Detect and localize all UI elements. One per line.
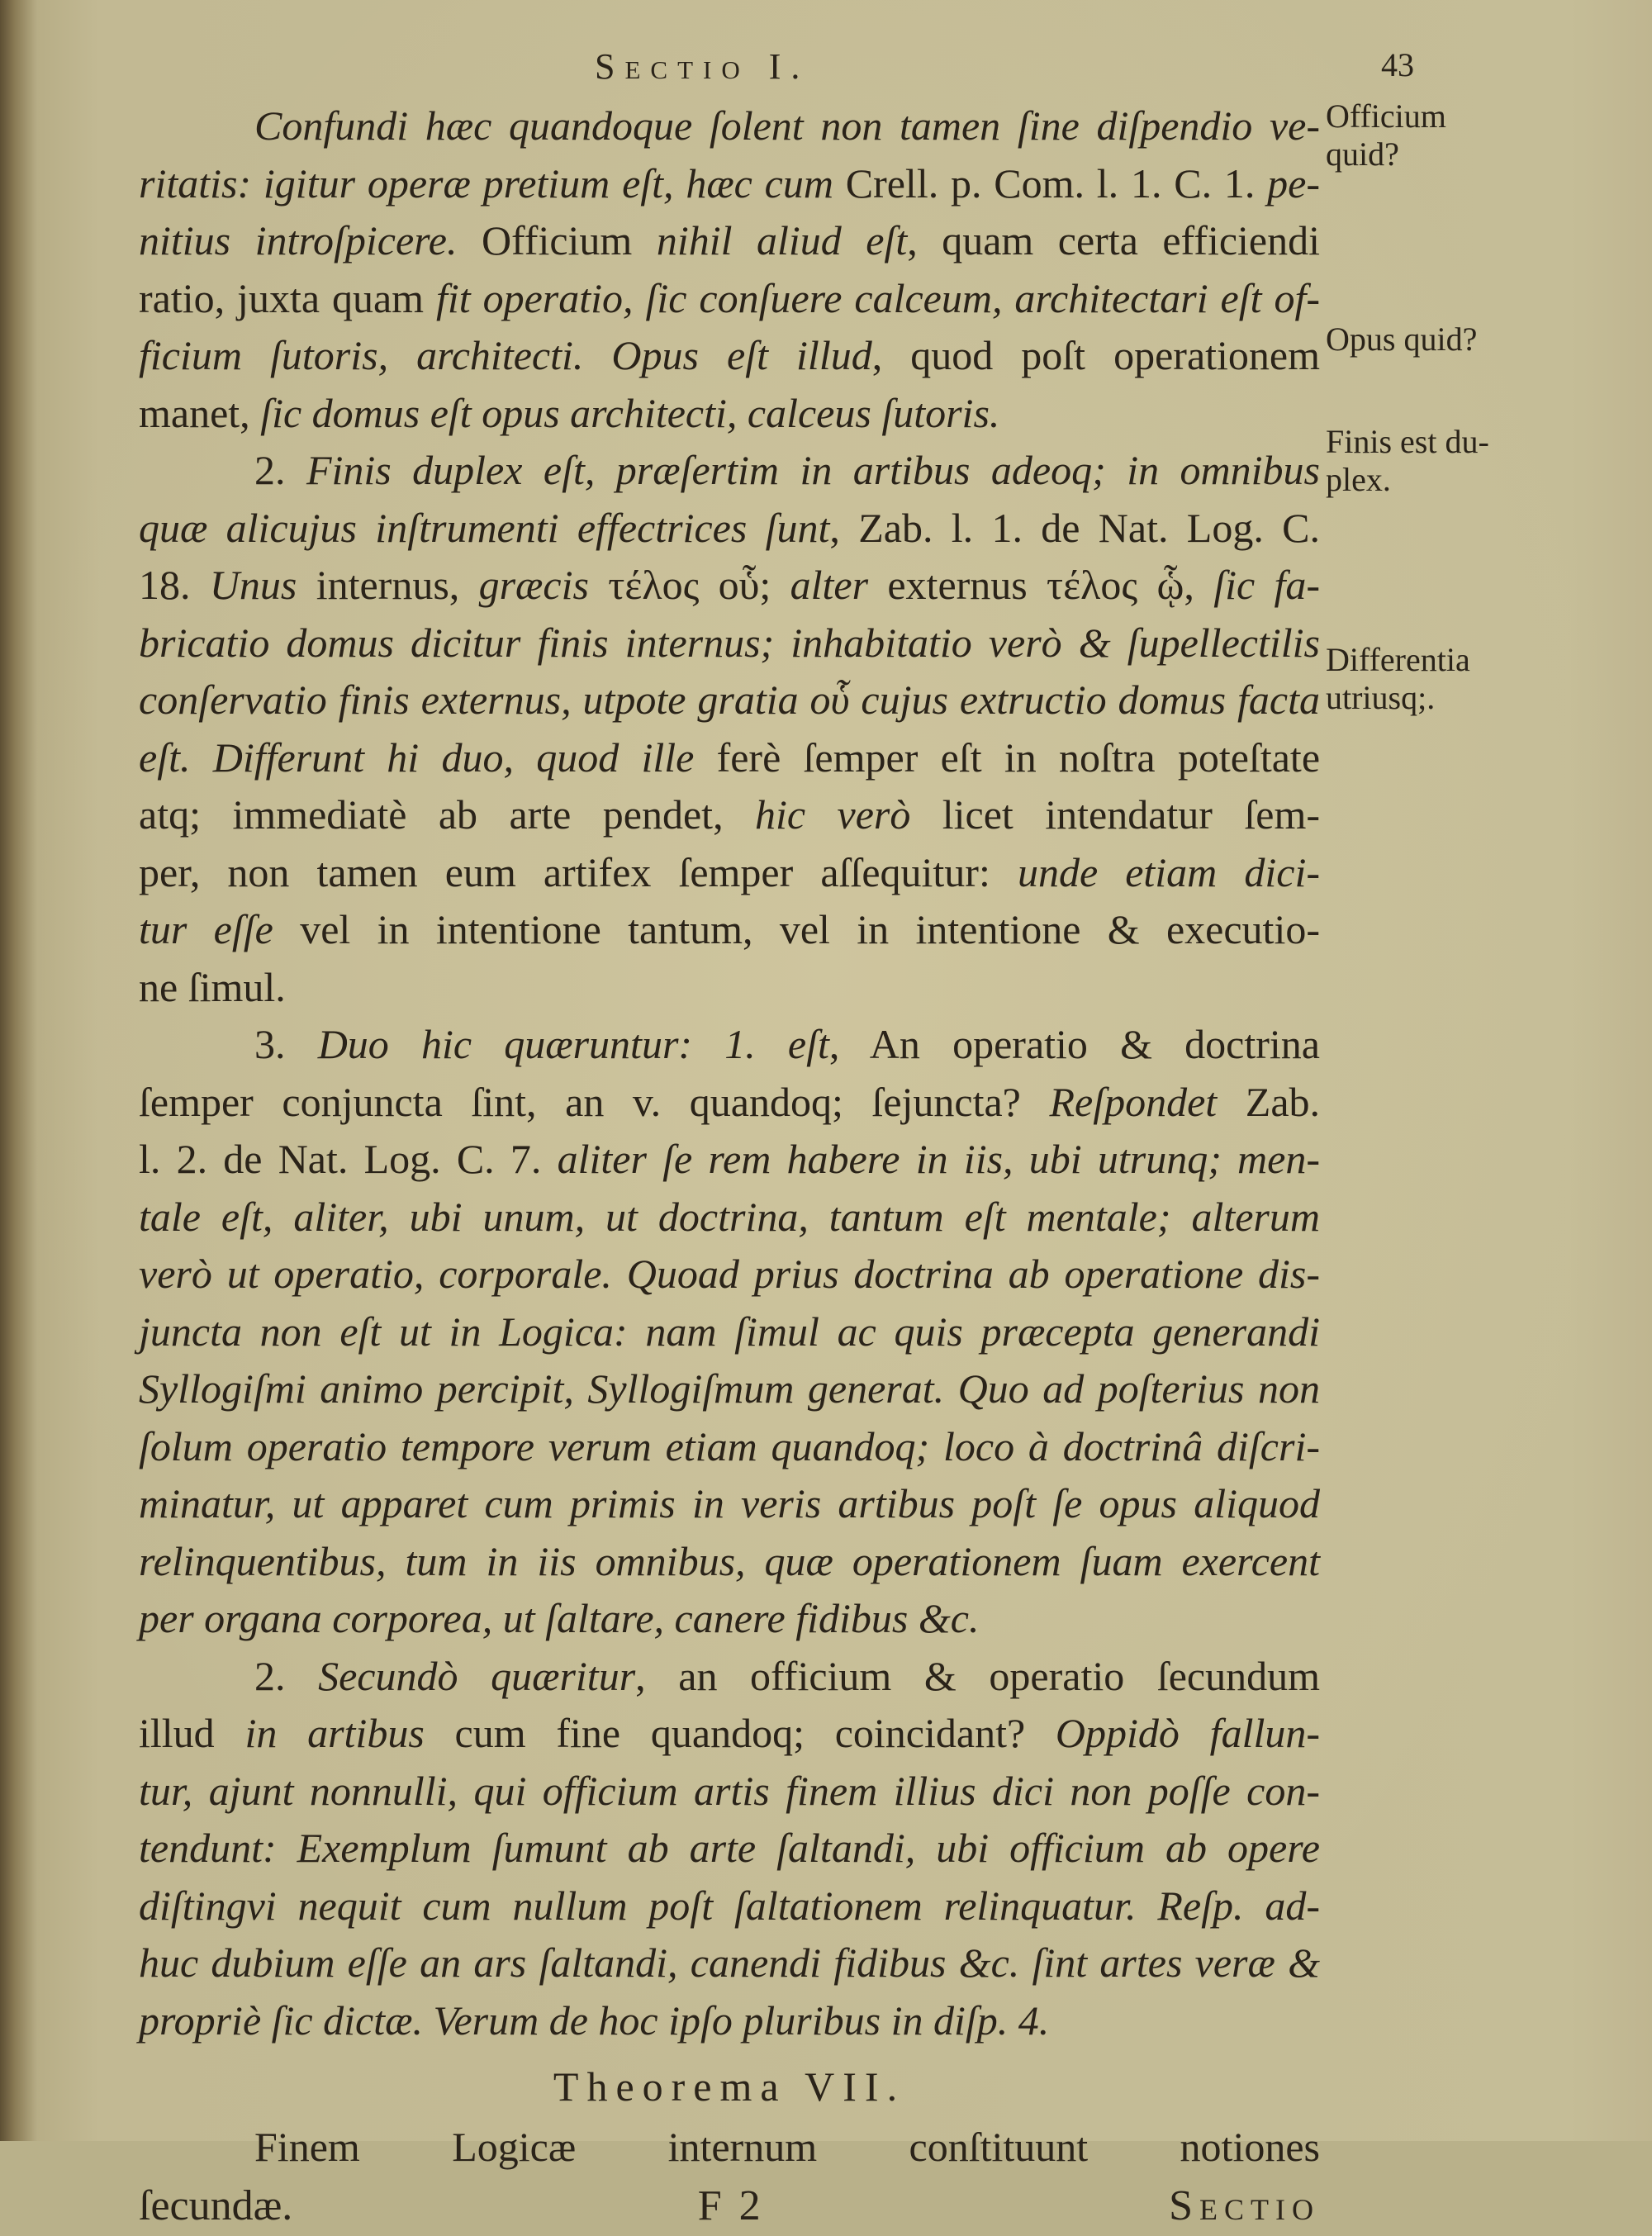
text-line (139, 1878, 1320, 1935)
text-line (139, 1016, 1320, 1074)
marginal-note-line: quid? (1326, 135, 1399, 173)
text-segment: conſervatio finis externus, utpote gratia οὗ cujus extructio domus facta (139, 676, 1320, 723)
text-line (139, 385, 1320, 443)
text-segment: nihil aliud eſt (656, 217, 908, 263)
text-line (139, 672, 1320, 729)
text-segment: unde etiam dici- (1017, 848, 1320, 895)
text-segment: ferè ſemper eſt in noſtra poteſtate (716, 733, 1321, 781)
text-line (139, 844, 1320, 902)
text-segment: ritatis: igitur operæ pretium eſt, hæc cum (139, 159, 846, 207)
text-segment: 2. (254, 447, 306, 493)
running-head: Sectio I. (595, 46, 810, 87)
text-segment: ficium ſutoris, architecti. Opus eſt illud (139, 332, 872, 378)
text-segment: 3. (254, 1021, 318, 1067)
text-line (139, 1935, 1320, 1992)
paragraph (139, 1648, 1320, 2050)
text-segment: propriè ſic dictæ. Verum de hoc ipſo pluribus in diſp. 4. (139, 1996, 1050, 2044)
text-line (139, 1246, 1320, 1303)
text-segment: , An operatio & doctrina (828, 1021, 1320, 1067)
text-segment: illud (139, 1710, 245, 1756)
text-line (139, 270, 1320, 328)
text-segment: Oppidò fallun- (1055, 1710, 1321, 1756)
text-segment: nitius introſpicere. (139, 217, 482, 263)
text-segment: per, non tamen eum artifex ſemper aſſequitur: (139, 848, 1018, 895)
text-segment: Officium (481, 217, 657, 263)
text-line (139, 729, 1320, 787)
text-line (139, 1475, 1320, 1533)
text-line (139, 212, 1320, 270)
text-segment: relinquentibus, tum in iis omnibus, quæ operationem ſuam exercent (139, 1537, 1320, 1584)
paragraph (139, 1016, 1320, 1648)
text-segment: ne ſimul. (139, 963, 286, 1010)
text-segment: Unus (209, 562, 316, 608)
text-line (139, 1303, 1320, 1361)
text-line (139, 442, 1320, 500)
text-segment: , Zab. l. 1. de Nat. Log. C. (829, 504, 1321, 551)
theorem-final-line (139, 2177, 1320, 2236)
text-line (139, 1360, 1320, 1418)
text-segment: pe- (1267, 159, 1320, 207)
text-segment: , quod poſt operationem (871, 332, 1321, 378)
text-line (139, 1074, 1320, 1132)
text-line (139, 1189, 1320, 1246)
text-segment: vel in intentione tantum, vel in intentione & executio- (300, 906, 1320, 952)
marginal-note (1326, 320, 1477, 358)
marginal-note (1326, 641, 1470, 717)
text-segment: diſtingvi nequit cum nullum poſt ſaltationem relinquatur. Reſp. ad- (139, 1882, 1320, 1929)
text-segment: tur, ajunt nonnulli, qui officium artis finem illius dici non poſſe con- (139, 1767, 1320, 1814)
text-line (139, 1418, 1320, 1476)
text-line (139, 1533, 1320, 1591)
text-segment: fit operatio, ſic conſuere calceum, architectari eſt of- (436, 274, 1320, 321)
text-segment: tale eſt, aliter, ubi unum, ut doctrina, tantum eſt mentale; alterum (139, 1193, 1320, 1240)
text-line (139, 615, 1320, 672)
text-segment: tendunt: Exemplum ſumunt ab arte ſaltandi, ubi officium ab opere (139, 1825, 1320, 1871)
paragraph (139, 97, 1320, 442)
text-line (139, 1648, 1320, 1706)
theorem-heading: Theorema VII. (553, 2063, 906, 2110)
text-segment: Secundò quæritur (318, 1652, 636, 1699)
marginal-note-line: Opus quid? (1326, 320, 1478, 358)
text-segment: licet intendatur ſem- (942, 791, 1320, 838)
text-segment: Reſpondet (1049, 1078, 1246, 1125)
text-segment: græcis (478, 562, 609, 608)
text-line (139, 1763, 1320, 1821)
text-segment: in artibus (244, 1710, 455, 1756)
text-segment: juncta non eſt ut in Logica: nam ſimul ac quis præcepta generandi (139, 1308, 1320, 1355)
text-segment: manet, (139, 389, 261, 436)
text-segment: 18. (139, 562, 210, 608)
text-line (139, 1820, 1320, 1878)
text-segment: bricatio domus dicitur finis internus; inhabitatio verò & ſupellectilis (139, 619, 1320, 666)
text-line (139, 97, 1320, 155)
text-segment: internus, (316, 562, 479, 608)
text-segment: Duo hic quæruntur: 1. eſt (317, 1021, 829, 1067)
text-segment: , quam certa efficiendi (907, 217, 1321, 263)
text-segment: ſolum operatio tempore verum etiam quandoq; loco à doctrinâ diſcri- (139, 1422, 1320, 1469)
text-line (139, 557, 1320, 615)
signature-mark: F 2 (697, 2181, 764, 2229)
marginal-note (1326, 97, 1446, 173)
text-segment: eſt. Differunt hi duo, quod ille (139, 733, 717, 781)
text-segment: ſemper conjuncta ſint, an v. quandoq; ſejuncta? (139, 1078, 1050, 1125)
text-segment: huc dubium eſſe an ars ſaltandi, canendi fidibus &c. ſint artes veræ & (139, 1939, 1320, 1986)
text-segment: tur eſſe (139, 906, 301, 952)
marginal-note-line: Finis est du- (1326, 423, 1489, 460)
text-line (139, 1131, 1320, 1189)
text-segment: minatur, ut apparet cum primis in veris artibus poſt ſe opus aliquod (139, 1480, 1320, 1526)
text-line (139, 1590, 1320, 1648)
text-line (139, 959, 1320, 1017)
text-segment: 2. (254, 1652, 319, 1699)
text-segment: Zab. (1245, 1078, 1321, 1125)
paragraph (139, 442, 1320, 1016)
text-segment: verò ut operatio, corporale. Quoad prius doctrina ab operatione dis- (139, 1251, 1320, 1297)
marginal-note (1326, 423, 1489, 499)
text-segment: cum fine quandoq; coincidant? (454, 1710, 1056, 1756)
marginal-note-line: Officium (1326, 97, 1446, 135)
text-segment: , an officium & operatio ſecundum (635, 1652, 1321, 1699)
theorem-line-end: ſecundæ. (139, 2181, 293, 2229)
text-line (139, 155, 1320, 213)
text-segment: Confundi hæc quandoque ſolent non tamen ſine diſpendio ve- (254, 102, 1320, 149)
page-number: 43 (1381, 46, 1414, 83)
text-segment: alter (790, 562, 888, 608)
text-line (139, 327, 1320, 385)
text-segment: Finis duplex eſt, præſertim in artibus adeoq; in omnibus (306, 447, 1320, 493)
text-segment: externus τέλος ᾧ, (887, 562, 1214, 608)
text-line (139, 901, 1320, 959)
text-segment: ſic domus eſt opus architecti, calceus ſutoris. (260, 389, 1000, 436)
text-segment: τέλος οὗ; (608, 562, 790, 608)
theorem-line: Finem Logicæ internum conſtituunt notiones (254, 2124, 1320, 2170)
text-segment: ſic fa- (1213, 562, 1321, 608)
text-segment: aliter ſe rem habere in iis, ubi utrunq; men- (557, 1136, 1320, 1182)
marginal-note-line: plex. (1326, 461, 1391, 498)
text-segment: Crell. p. Com. l. 1. C. 1. (845, 159, 1268, 207)
text-segment: per organa corporea, ut ſaltare, canere fidibus &c. (139, 1595, 980, 1641)
text-segment: quæ alicujus inſtrumenti effectrices ſunt (139, 504, 830, 551)
main-text-block (139, 97, 1320, 2236)
text-line (139, 1992, 1320, 2050)
text-segment: ratio, juxta quam (139, 274, 436, 321)
text-segment: atq; immediatè ab arte pendet, (139, 791, 755, 838)
marginal-note-line: utriusq;. (1326, 679, 1436, 716)
catchword: Sectio (1169, 2181, 1320, 2229)
text-line (139, 786, 1320, 844)
text-line (139, 500, 1320, 558)
text-segment: l. 2. de Nat. Log. C. 7. (139, 1136, 558, 1182)
marginal-note-line: Differentia (1326, 641, 1470, 678)
text-line (139, 1705, 1320, 1763)
text-segment: Syllogiſmi animo percipit, Syllogiſmum generat. Quo ad poſterius non (139, 1365, 1320, 1412)
text-segment: hic verò (755, 791, 942, 838)
